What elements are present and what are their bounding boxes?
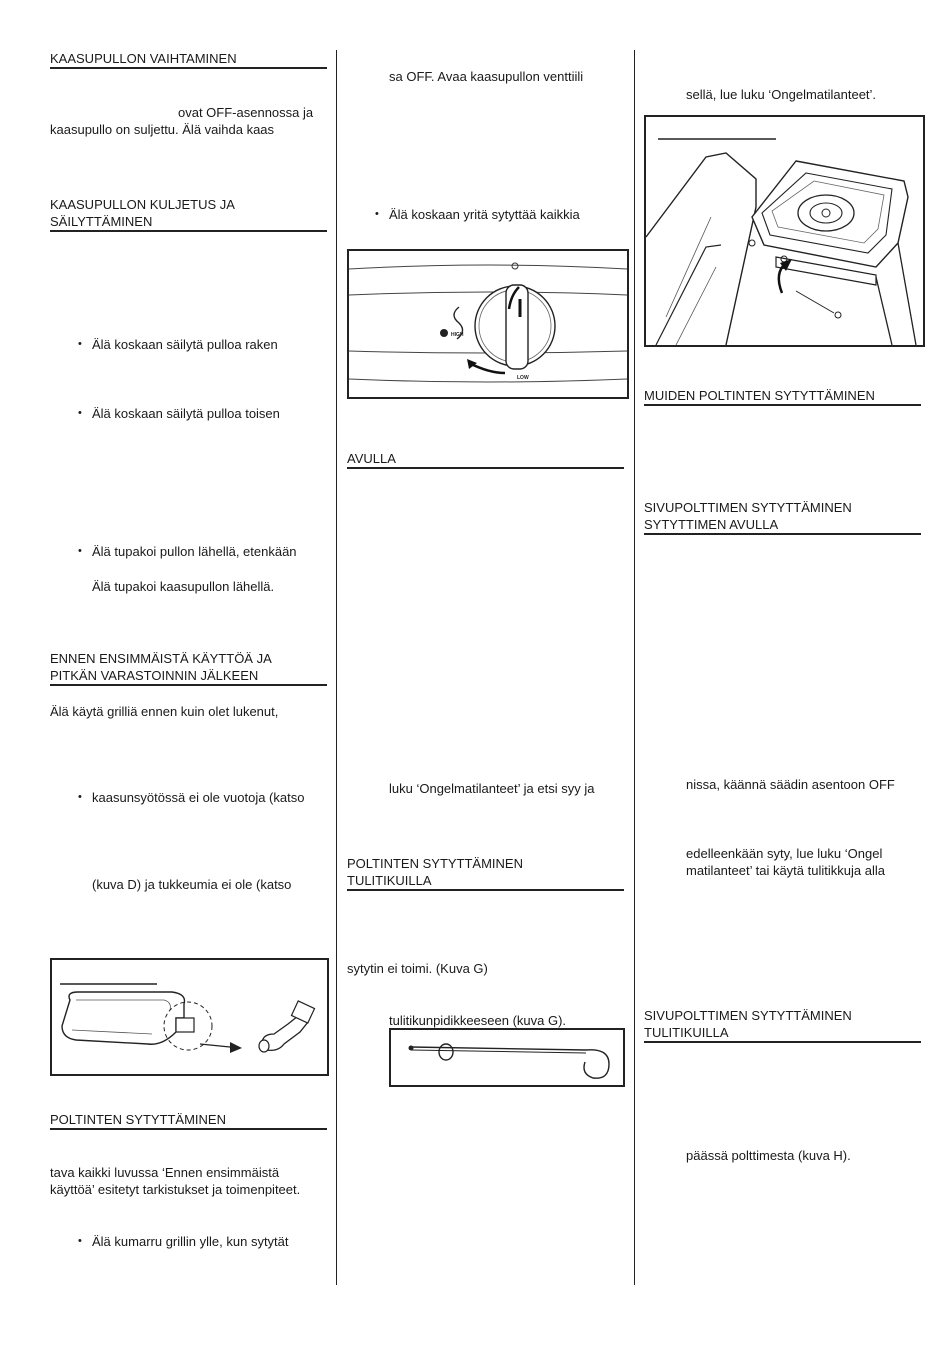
text-edelleenkaan-syty: edelleenkään syty, lue luku ‘Ongel <box>686 846 883 861</box>
control-knob-illustration <box>349 251 627 397</box>
heading-line: SIVUPOLTTIMEN SYTYTTÄMINEN <box>644 500 852 515</box>
heading-line: SÄILYTTÄMINEN <box>50 214 153 229</box>
text-ala-kayta-grillia: Älä käytä grilliä ennen kuin olet lukenut, <box>50 704 279 719</box>
text-off-asennossa: ovat OFF-asennossa ja <box>178 105 314 120</box>
heading-line: TULITIKUILLA <box>347 873 432 888</box>
text-kayttoa-tarkistukset: käyttöä’ esitetyt tarkistukset ja toimenpiteet. <box>50 1182 301 1197</box>
knob-high-label: HIGH <box>451 332 464 338</box>
heading-muiden-poltinten: MUIDEN POLTINTEN SYTYTTÄMINEN <box>644 387 921 406</box>
heading-poltinten-tulitikuilla <box>347 855 624 891</box>
heading-kuljetus-sailyttaminen <box>50 196 327 232</box>
gas-cylinder-illustration <box>52 960 327 1074</box>
heading-line: KAASUPULLON KULJETUS JA <box>50 197 235 212</box>
heading-line: TULITIKUILLA <box>644 1025 729 1040</box>
text-tupakoi-kaasupullo: Älä tupakoi kaasupullon lähellä. <box>92 579 275 594</box>
text-saadin-off: nissa, käännä säädin asentoon OFF <box>686 777 895 792</box>
text-sa-off: sa OFF. Avaa kaasupullon venttiili <box>389 69 584 84</box>
knob-low-label: LOW <box>517 375 529 381</box>
match-holder-illustration <box>391 1030 623 1085</box>
figure-match-holder <box>389 1028 625 1087</box>
heading-avulla: AVULLA <box>347 450 624 469</box>
text-kuva-d: (kuva D) ja tukkeumia ei ole (katso <box>92 877 292 892</box>
heading-kaasupullon-vaihtaminen: KAASUPULLON VAIHTAMINEN <box>50 50 327 69</box>
column-divider-right <box>634 50 635 1285</box>
text-matilanteet-tulitikut: matilanteet’ tai käytä tulitikkuja alla <box>686 863 885 878</box>
heading-ennen-ensimmaista <box>50 650 327 686</box>
figure-gas-cylinder <box>50 958 329 1076</box>
column-divider-left <box>336 50 337 1285</box>
bullet-item: • Älä koskaan säilytä pulloa raken <box>92 336 278 353</box>
text-tava-kaikki: tava kaikki luvussa ‘Ennen ensimmäistä <box>50 1165 280 1180</box>
heading-line: POLTINTEN SYTYTTÄMINEN <box>347 856 523 871</box>
heading-sivupoltin-tulitikuilla <box>644 1007 921 1043</box>
text-paassa-polttimesta: päässä polttimesta (kuva H). <box>686 1148 851 1163</box>
heading-line: PITKÄN VARASTOINNIN JÄLKEEN <box>50 668 259 683</box>
heading-poltinten-sytyttaminen: POLTINTEN SYTYTTÄMINEN <box>50 1111 327 1130</box>
bullet-item: • Älä koskaan säilytä pulloa toisen <box>92 405 280 422</box>
heading-line: SIVUPOLTTIMEN SYTYTTÄMINEN <box>644 1008 852 1023</box>
heading-sivupoltin-sytyttimen-avulla <box>644 499 921 535</box>
text-sella-lue-luku: sellä, lue luku ‘Ongelmatilanteet’. <box>686 87 877 102</box>
text-kaasupullo-suljettu: kaasupullo on suljettu. Älä vaihda kaas <box>50 122 275 137</box>
figure-side-burner <box>644 115 925 347</box>
figure-control-knob <box>347 249 629 399</box>
bullet-item: • Älä kumarru grillin ylle, kun sytytät <box>92 1233 289 1250</box>
bullet-item: • kaasunsyötössä ei ole vuotoja (katso <box>92 789 304 806</box>
side-burner-illustration <box>646 117 923 345</box>
bullet-item: • Älä koskaan yritä sytyttää kaikkia <box>389 206 580 223</box>
heading-line: ENNEN ENSIMMÄISTÄ KÄYTTÖÄ JA <box>50 651 272 666</box>
text-luku-ongelmatilanteet: luku ‘Ongelmatilanteet’ ja etsi syy ja <box>389 781 595 796</box>
text-sytytin-ei-toimi: sytytin ei toimi. (Kuva G) <box>347 961 488 976</box>
text-tulitikunpidike: tulitikunpidikkeeseen (kuva G). <box>389 1013 567 1028</box>
heading-line: SYTYTTIMEN AVULLA <box>644 517 779 532</box>
bullet-item: • Älä tupakoi pullon lähellä, etenkään <box>92 543 297 560</box>
